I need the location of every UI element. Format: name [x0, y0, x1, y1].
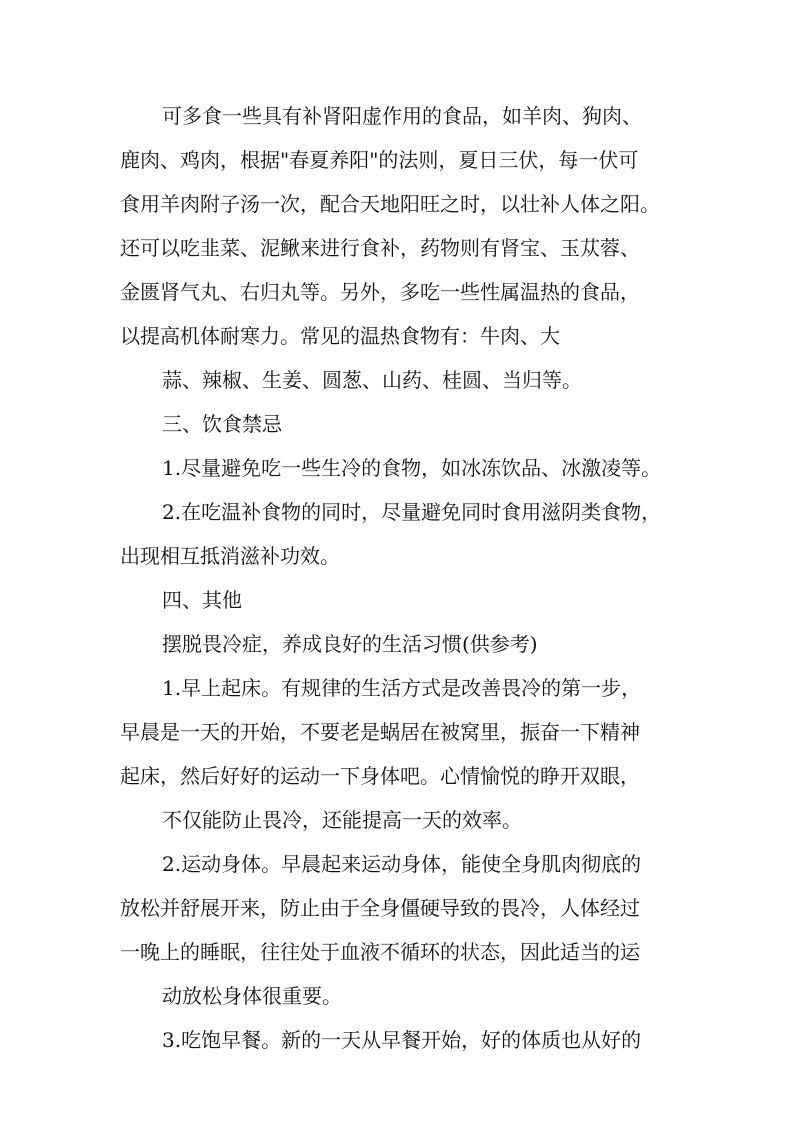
text-line-3: 食用羊肉附子汤一次，配合天地阳旺之时，以壮补人体之阳。	[120, 192, 660, 216]
text-line-2: 鹿肉、鸡肉，根据"春夏养阳"的法则，夏日三伏，每一伏可	[120, 148, 639, 172]
text-line-17: 不仅能防止畏冷，还能提高一天的效率。	[162, 808, 522, 832]
section-heading-diet-taboos: 三、饮食禁忌	[162, 412, 282, 436]
text-line-6: 以提高机体耐寒力。常见的温热食物有：牛肉、大	[120, 324, 560, 348]
text-line-16: 起床，然后好好的运动一下身体吧。心情愉悦的睁开双眼，	[120, 764, 640, 788]
text-line-4: 还可以吃韭菜、泥鳅来进行食补，药物则有肾宝、玉苁蓉、	[120, 236, 640, 260]
text-line-9: 1.尽量避免吃一些生冷的食物，如冰冻饮品、冰激凌等。	[162, 456, 662, 480]
text-line-5: 金匮肾气丸、右归丸等。另外，多吃一些性属温热的食品，	[120, 280, 640, 304]
text-line-11: 出现相互抵消滋补功效。	[120, 544, 340, 568]
text-line-21: 动放松身体很重要。	[162, 984, 342, 1008]
text-line-18: 2.运动身体。早晨起来运动身体，能使全身肌肉彻底的	[162, 852, 642, 876]
text-line-1: 可多食一些具有补肾阳虚作用的食品，如羊肉、狗肉、	[162, 104, 642, 128]
text-line-10: 2.在吃温补食物的同时，尽量避免同时食用滋阴类食物，	[162, 500, 662, 524]
text-line-19: 放松并舒展开来，防止由于全身僵硬导致的畏冷，人体经过	[120, 896, 640, 920]
text-line-7: 蒜、辣椒、生姜、圆葱、山药、桂圆、当归等。	[162, 368, 582, 392]
text-line-13: 摆脱畏冷症，养成良好的生活习惯(供参考)	[162, 632, 538, 656]
text-line-15: 早晨是一天的开始，不要老是蜗居在被窝里，振奋一下精神	[120, 720, 640, 744]
text-line-22: 3.吃饱早餐。新的一天从早餐开始，好的体质也从好的	[162, 1028, 642, 1052]
text-line-14: 1.早上起床。有规律的生活方式是改善畏冷的第一步，	[162, 676, 642, 700]
section-heading-other: 四、其他	[162, 588, 242, 612]
text-line-20: 一晚上的睡眠，往往处于血液不循环的状态，因此适当的运	[120, 940, 640, 964]
